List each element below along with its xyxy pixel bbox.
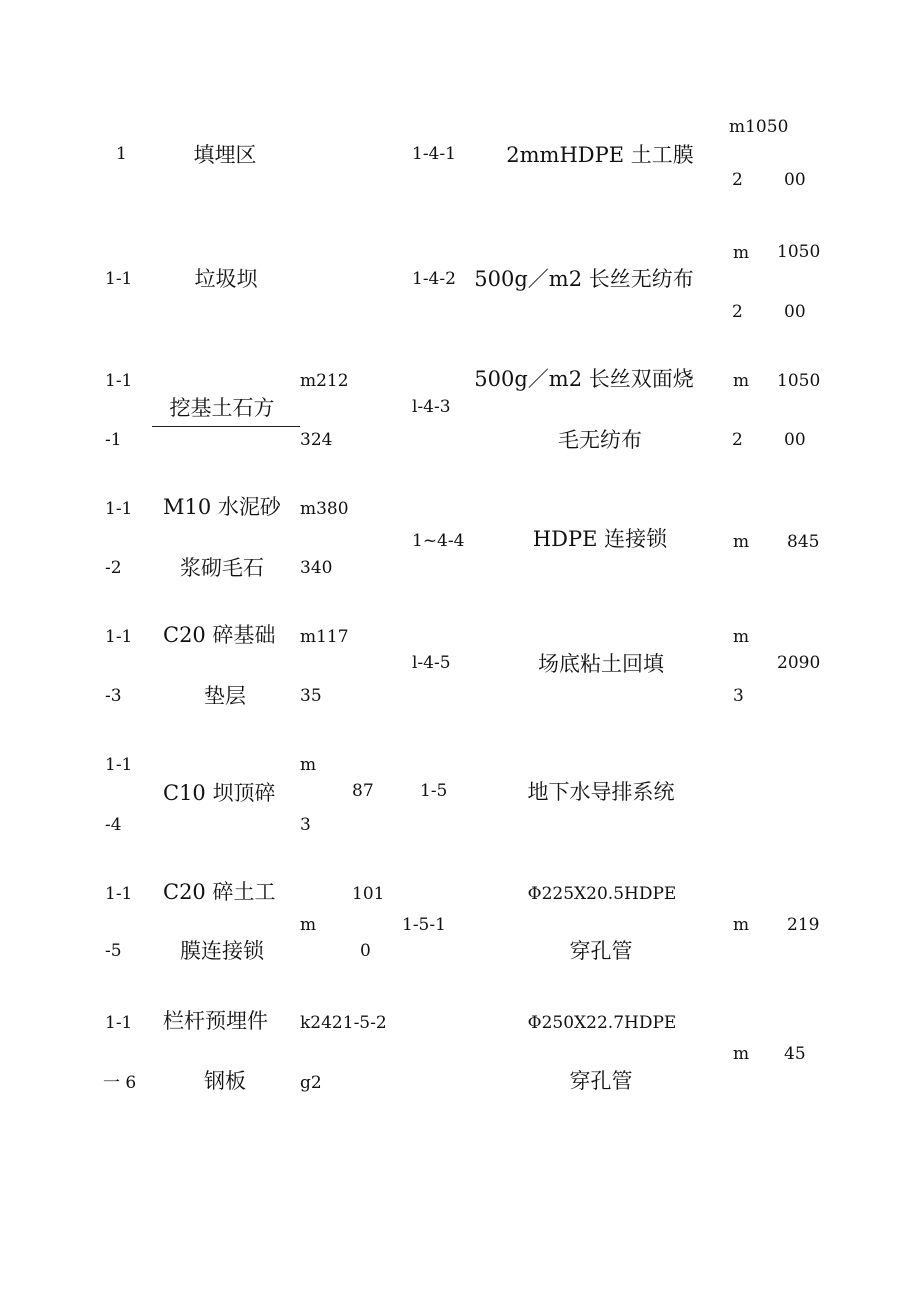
row3-qty-tail: 00 [784, 430, 806, 450]
row3-code: l-4-3 [412, 397, 451, 417]
row7-code: 1-5-1 [402, 915, 446, 935]
row3-number-b: -1 [105, 430, 122, 450]
row5-unit-qty-a: m117 [300, 627, 349, 647]
row7-unit: m [300, 915, 317, 935]
row4-qty: 845 [787, 532, 820, 552]
row2-unit-2: 2 [732, 302, 743, 322]
row6-number-b: -4 [105, 815, 122, 835]
row7-item-b: 穿孔管 [569, 939, 633, 963]
row5-name-a: C20 碎基础 [163, 623, 276, 647]
row4-number-b: -2 [105, 558, 122, 578]
row5-code: l-4-5 [412, 653, 451, 673]
row6-number-a: 1-1 [105, 755, 133, 775]
row7-qty-a: 101 [352, 884, 385, 904]
row3-name-underline [152, 426, 300, 427]
row4-unit-qty-b: 340 [300, 558, 333, 578]
row6-unit-a: m [300, 755, 317, 775]
row6-name: C10 坝顶碎 [163, 781, 276, 805]
row7-number-a: 1-1 [105, 884, 133, 904]
row2-number: 1-1 [105, 269, 133, 289]
row2-item: 500g／m2 长丝无纺布 [474, 267, 694, 291]
row8-name-a: 栏杆预埋件 [163, 1009, 268, 1033]
row7-name-b: 膜连接锁 [180, 939, 264, 963]
row6-unit-b: 3 [300, 815, 311, 835]
row3-qty-head: 1050 [777, 371, 821, 391]
row7-item-a: Φ225X20.5HDPE [527, 884, 677, 904]
row1-qty-tail: 00 [784, 170, 806, 190]
row3-unit: m [733, 371, 750, 391]
row7-number-b: -5 [105, 941, 122, 961]
row7-name-a: C20 碎土工 [163, 880, 276, 904]
row5-qty: 2090 [777, 653, 821, 673]
row6-item: 地下水导排系统 [527, 780, 675, 804]
row7-qty: 219 [787, 915, 820, 935]
row8-number-b: 一 6 [103, 1073, 137, 1093]
row8-qty: 45 [784, 1044, 806, 1064]
row4-item: HDPE 连接锁 [532, 527, 668, 551]
row5-name-b: 垫层 [204, 684, 246, 708]
row2-code: 1-4-2 [412, 269, 456, 289]
row5-number-a: 1-1 [105, 627, 133, 647]
row3-unit-2: 2 [732, 430, 743, 450]
row3-unit-qty-a: m212 [300, 371, 349, 391]
row5-number-b: -3 [105, 686, 122, 706]
row2-qty-head: 1050 [777, 242, 821, 262]
row1-name: 填埋区 [193, 143, 257, 167]
row8-unit: m [733, 1044, 750, 1064]
row4-code: 1~4-4 [412, 531, 465, 551]
row7-qty-b: 0 [360, 941, 371, 961]
row3-name: 挖基土石方 [169, 396, 275, 420]
row5-unit: m [733, 627, 750, 647]
row1-item: 2mmHDPE 土工膜 [506, 143, 694, 167]
row1-unit-qty: m1050 [729, 117, 789, 137]
row6-qty: 87 [352, 781, 374, 801]
row3-item-a: 500g／m2 长丝双面烧 [474, 367, 694, 391]
row8-number-a: 1-1 [105, 1013, 133, 1033]
row3-item-b: 毛无纺布 [558, 428, 642, 452]
row4-number-a: 1-1 [105, 499, 133, 519]
row1-code: 1-4-1 [412, 144, 456, 164]
row5-item: 场底粘土回填 [538, 652, 664, 676]
row2-name: 垃圾坝 [194, 267, 258, 291]
row3-number-a: 1-1 [105, 371, 133, 391]
row3-unit-qty-b: 324 [300, 430, 333, 450]
row8-name-b: 钢板 [204, 1069, 246, 1093]
row8-item-a: Φ250X22.7HDPE [527, 1013, 677, 1033]
row4-unit-qty-a: m380 [300, 499, 349, 519]
row8-unit-b: g2 [300, 1073, 322, 1093]
row1-unit-2: 2 [732, 170, 743, 190]
row6-code: 1-5 [420, 781, 448, 801]
row8-unit-qty-code: k2421-5-2 [300, 1013, 387, 1033]
row4-unit: m [733, 532, 750, 552]
row5-unit-qty-b: 35 [300, 686, 322, 706]
row4-name-a: M10 水泥砂 [163, 495, 281, 519]
row2-qty-tail: 00 [784, 302, 806, 322]
row7-unit-2: m [733, 915, 750, 935]
row2-unit: m [733, 243, 750, 263]
row1-number: 1 [116, 144, 127, 164]
row8-item-b: 穿孔管 [569, 1069, 633, 1093]
row4-name-b: 浆砌毛石 [180, 556, 264, 580]
row5-unit-2: 3 [733, 686, 744, 706]
